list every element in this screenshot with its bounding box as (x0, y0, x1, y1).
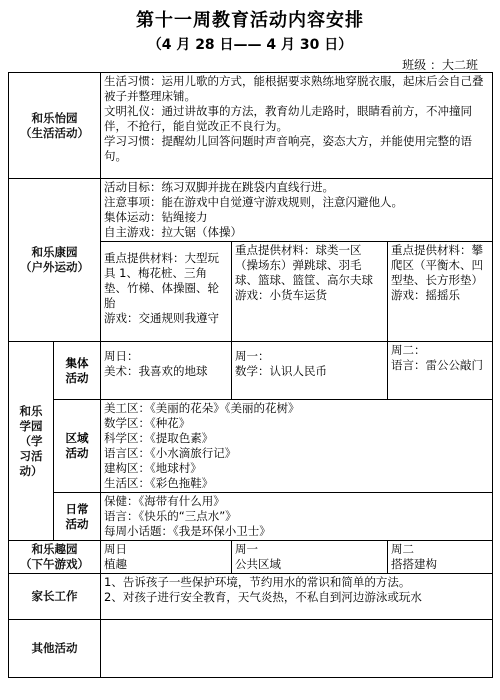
fun-day-mon: 周一 公共区域 (232, 541, 388, 574)
area-activity-content (101, 400, 493, 493)
date-range: （4 月 28 日—— 4 月 30 日） (147, 37, 353, 53)
health-free-game: 自主游戏：拉大锯（体操） (104, 225, 242, 239)
language-area: 语言区：《小水滴旅行记》 (104, 446, 237, 460)
fun-category: 和乐趣园 （下午游戏） (9, 541, 101, 574)
study-group-row (9, 342, 493, 400)
parents-item-2: 2、对孩子进行安全教育，天气炎热，不私自到河边游泳或玩水 (104, 590, 422, 604)
fun-day-sun: 周日 植趣 (101, 541, 232, 574)
math-area: 数学区：《种花》 (104, 416, 191, 430)
group-activity-label: 集体 活动 (54, 342, 101, 400)
health-row (9, 179, 493, 242)
parents-category: 家长工作 (9, 574, 101, 620)
health-topic: 保健：《海带有什么用》 (104, 494, 225, 508)
study-daily-row (9, 493, 493, 541)
other-category: 其他活动 (9, 620, 101, 678)
health-area-2: 重点提供材料：球类一区（操场东）弹跳球、羽毛球、篮球、篮筐、高尔夫球 游戏：小货车运货 (232, 242, 388, 342)
language-topic: 语言：《快乐的“三点水”》 (104, 509, 237, 523)
group-day-mon: 周一： 数学：认识人民币 (232, 342, 388, 400)
life-content (101, 73, 493, 179)
life-category: 和乐怡园 （生活活动） (9, 73, 101, 179)
art-area: 美工区：《美丽的花朵》《美丽的花树》 (104, 401, 300, 415)
health-notes: 注意事项：能在游戏中自觉遵守游戏规则，注意闪避他人。 (104, 195, 403, 209)
parents-content (101, 574, 493, 620)
health-category: 和乐康园 （户外运动） (9, 179, 101, 342)
daily-activity-content (101, 493, 493, 541)
schedule-table (8, 72, 493, 678)
health-area-3: 重点提供材料：攀爬区（平衡木、凹型垫、长方形垫） 游戏：摇摇乐 (388, 242, 493, 342)
fun-day-tue: 周二 搭搭建构 (388, 541, 493, 574)
area-activity-label: 区域 活动 (54, 400, 101, 493)
health-area-1: 重点提供材料：大型玩具 1、梅花桩、三角垫、竹梯、体操圈、轮胎 游戏：交通规则我遵守 (101, 242, 232, 342)
daily-activity-label: 日常 活动 (54, 493, 101, 541)
life-study-habit: 学习习惯：提醒幼儿回答问题时声音响亮，姿态大方，并能使用完整的语句。 (104, 134, 472, 163)
group-day-sun: 周日： 美术：我喜欢的地球 (101, 342, 232, 400)
life-row (9, 73, 493, 179)
health-content (101, 179, 493, 242)
parents-row (9, 574, 493, 620)
other-content (101, 620, 493, 678)
health-goal: 活动目标：练习双脚并拢在跳袋内直线行进。 (104, 180, 334, 194)
parents-item-1: 1、告诉孩子一些保护环境，节约用水的常识和简单的方法。 (104, 575, 411, 589)
study-category: 和乐 学园 （学 习活 动） (9, 342, 54, 541)
study-area-row (9, 400, 493, 493)
class-label: 班级 ：大二班 (402, 58, 478, 72)
science-area: 科学区：《提取色素》 (104, 431, 214, 445)
fun-row (9, 541, 493, 574)
other-row (9, 620, 493, 678)
life-area: 生活区：《彩色拖鞋》 (104, 476, 214, 490)
life-etiquette: 文明礼仪：通过讲故事的方法，教育幼儿走路时，眼睛看前方，不冲撞同伴，不抢行，能自觉改正不良行为。 (104, 104, 472, 133)
life-habit: 生活习惯：运用儿歌的方式，能根据要求熟练地穿脱衣服，起床后会自己叠被子并整理床铺。 (104, 74, 484, 103)
health-group-game: 集体运动：钻绳接力 (104, 210, 208, 224)
weekly-topic: 每周小话题：《我是环保小卫士》 (104, 524, 271, 538)
page-title: 第十一周教育活动内容安排 (136, 10, 364, 31)
construction-area: 建构区：《地球村》 (104, 461, 202, 475)
group-day-tue: 周二： 语言：雷公公敲门 (388, 342, 493, 400)
